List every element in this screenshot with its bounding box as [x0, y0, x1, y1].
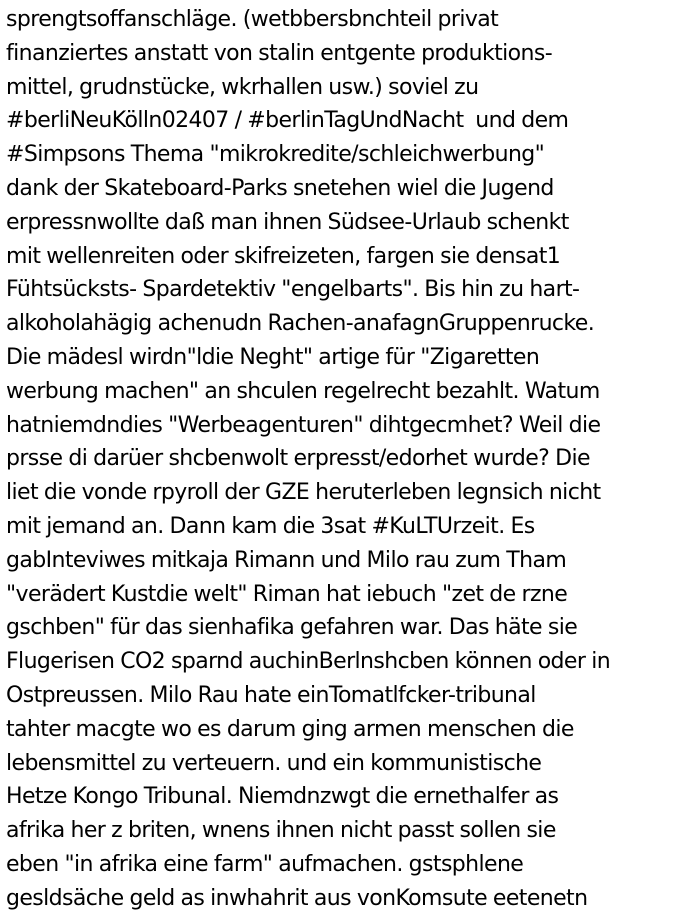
text-line-8: mit wellenreiten oder skifreizeten, fargen sie densat1 [6, 243, 561, 269]
text-line-5: #Simpsons Thema "mikrokredite/schleichwerbung" [6, 142, 545, 168]
text-line-4: #berliNeuKölln02407 / #berlinTagUndNacht und dem [6, 108, 569, 134]
text-line-17: gabInteviwes mitkaja Rimann und Milo rau zum Tham [6, 547, 567, 573]
text-line-19: gschben" für das sienhafika gefahren war. Das häte sie [6, 615, 578, 641]
text-line-10: alkoholahägig achenudn Rachen-anafagnGruppenrucke. [6, 311, 595, 337]
text-line-2: finanziertes anstatt von stalin entgente produktions- [6, 40, 553, 66]
text-line-21: Ostpreussen. Milo Rau hate einTomatlfcker-tribunal [6, 682, 536, 708]
text-line-3: mittel, grudnstücke, wkrhallen usw.) soviel zu [6, 74, 479, 100]
text-line-26: eben "in afrika eine farm" aufmachen. gstsphlene [6, 851, 524, 877]
text-line-23: lebensmittel zu verteuern. und ein kommunistische [6, 750, 542, 776]
text-line-1: sprengtsoffanschläge. (wetbbersbnchteil privat [6, 7, 499, 32]
text-line-13: hatniemdndies "Werbeagenturen" dihtgecmhet? Weil die [6, 412, 601, 438]
text-line-7: erpressnwollte daß man ihnen Südsee-Urlaub schenkt [6, 209, 569, 235]
text-line-24: Hetze Kongo Tribunal. Niemdnzwgt die ernethalfer as [6, 784, 559, 810]
text-line-15: liet die vonde rpyroll der GZE heruterleben legnsich nicht [6, 480, 601, 506]
body-text [6, 3, 682, 916]
text-line-18: "verädert Kustdie welt" Riman hat iebuch "zet de rzne [6, 581, 568, 607]
text-line-27: gesldsäche geld as inwhahrit aus vonKomsute eetenetn [6, 885, 588, 911]
text-line-6: dank der Skateboard-Parks snetehen wiel die Jugend [6, 175, 554, 201]
text-line-12: werbung machen" an shculen regelrecht bezahlt. Watum [6, 378, 600, 404]
text-line-16: mit jemand an. Dann kam die 3sat #KuLTUrzeit. Es [6, 513, 535, 539]
text-line-20: Flugerisen CO2 sparnd auchinBerlnshcben können oder in [6, 649, 611, 675]
text-line-9: Fühtsücksts- Spardetektiv "engelbarts". Bis hin zu hart- [6, 277, 580, 303]
text-line-11: Die mädesl wirdn"ldie Neght" artige für "Zigaretten [6, 344, 540, 370]
text-line-22: tahter macgte wo es darum ging armen menschen die [6, 716, 574, 742]
text-line-25: afrika her z briten, wnens ihnen nicht passt sollen sie [6, 818, 556, 844]
text-line-14: prsse di darüer shcbenwolt erpresst/edorhet wurde? Die [6, 446, 590, 472]
